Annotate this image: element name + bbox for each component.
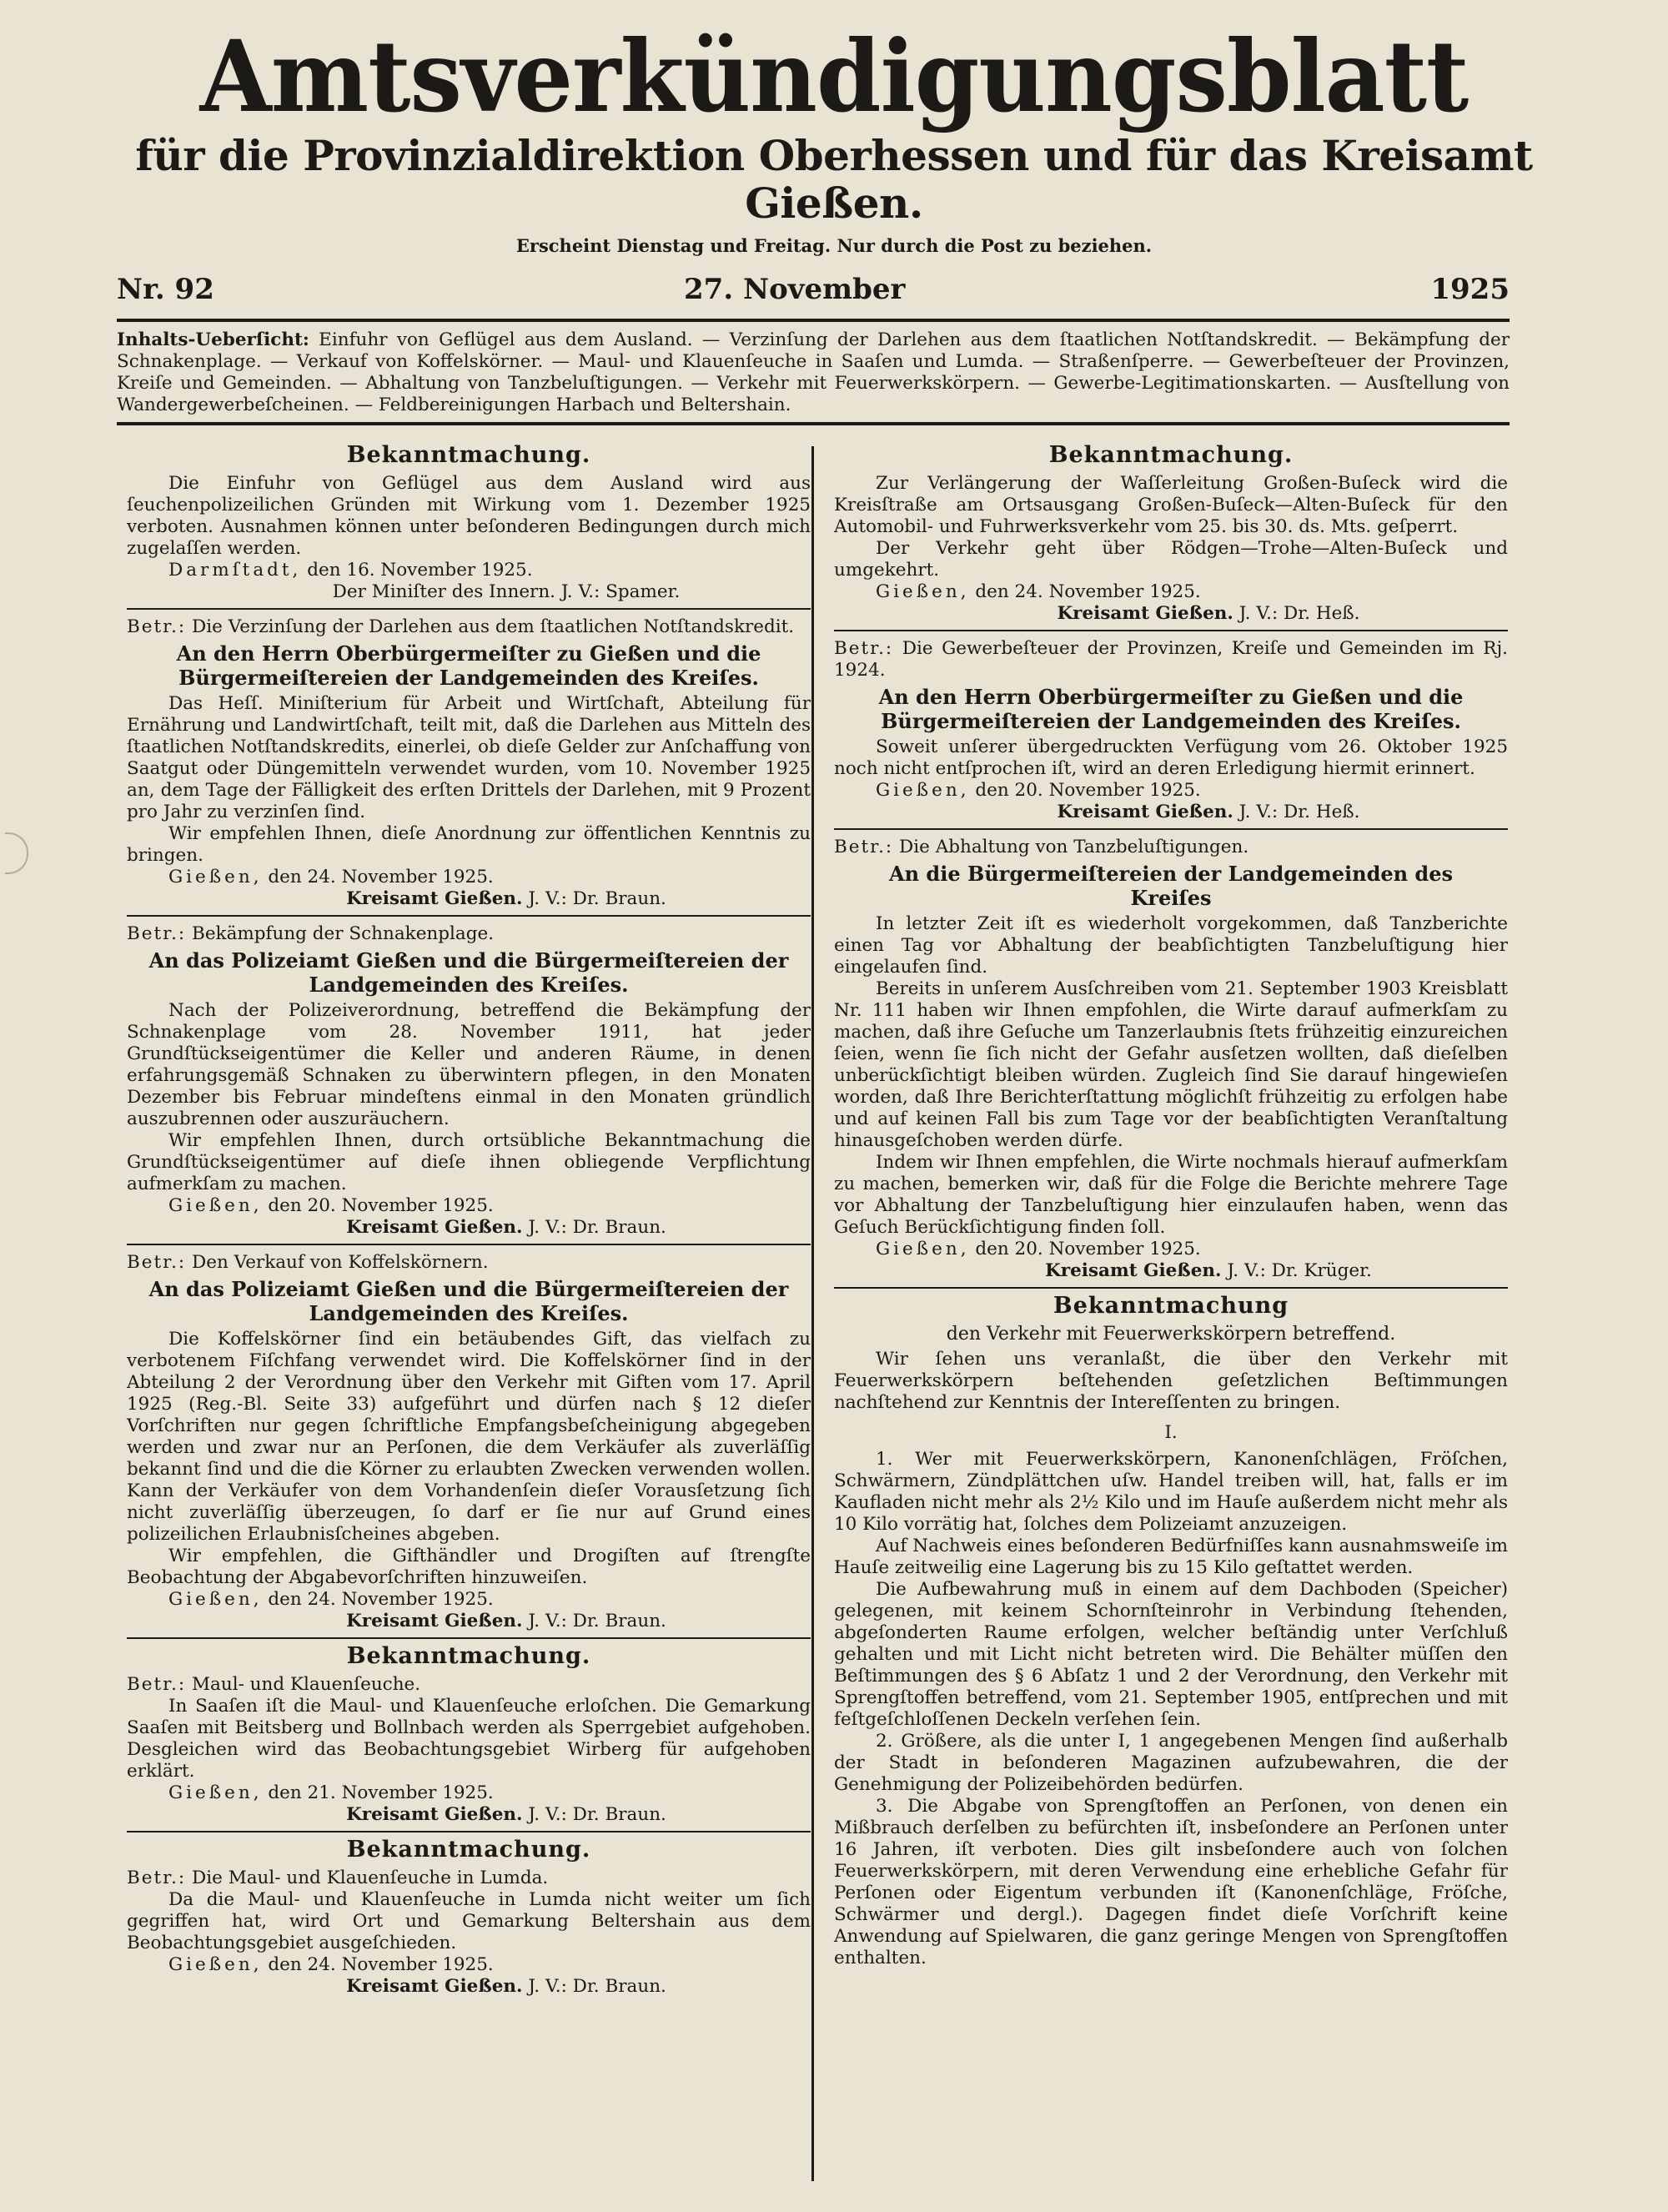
notice-address: An das Polizeiamt Gießen und die Bürgermeiſtereien der Landgemeinden des Kreiſes. — [148, 1277, 789, 1325]
notice-place-date: Gießen, den 24. November 1925. — [168, 1589, 494, 1610]
notice-signature: Kreisamt Gießen. J. V.: Dr. Heß. — [1057, 802, 1360, 822]
left-column — [127, 440, 811, 1999]
notice-place-date: Gießen, den 20. November 1925. — [876, 1239, 1201, 1259]
separator — [834, 630, 1508, 631]
notice-place-date: Gießen, den 24. November 1925. — [168, 1954, 494, 1975]
right-column — [834, 440, 1508, 1969]
masthead-subtitle: für die Provinzialdirektion Oberhessen und für das Kreisamt Gießen. — [135, 130, 1533, 229]
notice-heading: Bekanntmachung. — [1048, 442, 1294, 468]
notice-loan-interest — [127, 616, 811, 910]
notice-address: An den Herrn Oberbürgermeiſter zu Gießen und die Bürgermeiſtereien der Landgemeinden des Kreiſes. — [176, 641, 761, 690]
notice-paragraph: Bereits in unſerem Ausſchreiben vom 21. September 1903 Kreisblatt Nr. 111 haben wir Ihnen empfohlen, die Wirte darauf aufmerkſam zu machen, daß ihre Geſuche um Tanzerlaubnis ſtets frühzeitig einzureichen ſeien, wenn ſie ſich nicht der Gefahr ausſetzen wollten, daß dieſelben unberückſichtigt bleiben würden. Zugleich ſind Sie darauf hingewieſen worden, daß Ihre Berichterſtattung möglichſt frühzeitig zu erfolgen habe und auf keinen Fall bis zum Tage vor der beabſichtigten Veranſtaltung hinausgeſchoben werden dürfe. — [834, 978, 1508, 1151]
separator — [834, 828, 1508, 830]
notice-road-closure — [834, 442, 1508, 625]
notice-subject: Betr.: Die Maul- und Klauenſeuche in Lumda. — [127, 1868, 549, 1888]
notice-paragraph: 1. Wer mit Feuerwerkskörpern, Kanonenſchlägen, Fröſchen, Schwärmern, Zündplättchen uſw. Handel treiben will, hat, falls er im Kaufladen nicht mehr als 2½ Kilo und im Hauſe außerdem nicht mehr als 10 Kilo vorrätig hat, ſolches dem Polizeiamt anzuzeigen. — [834, 1449, 1508, 1535]
notice-paragraph: Wir ſehen uns veranlaßt, die über den Verkehr mit Feuerwerkskörpern beſtehenden geſetzlichen Beſtimmungen nachſtehend zur Kenntnis der Intereſſenten zu bringen. — [834, 1349, 1508, 1413]
section-number: I. — [1164, 1422, 1178, 1443]
notice-place-date: Darmſtadt, den 16. November 1925. — [168, 560, 533, 581]
separator — [127, 1244, 811, 1245]
notice-paragraph: 3. Die Abgabe von Sprengſtoffen an Perſonen, von denen ein Mißbrauch derſelben zu befürchten iſt, insbeſondere an Perſonen unter 16 Jahren, iſt verboten. Dies gilt insbeſondere auch von ſolchen Feuerwerkskörpern, mit deren Verwendung eine erhebliche Gefahr für Perſonen oder Eigentum verbunden iſt (Kanonenſchläge, Fröſche, Schwärmer und dergl.). Dagegen findet dieſe Vorſchrift keine Anwendung auf Spielwaren, die ganz geringe Mengen von Sprengſtoffen enthalten. — [834, 1796, 1508, 1968]
notice-subject: Betr.: Die Verzinſung der Darlehen aus dem ſtaatlichen Notſtandskredit. — [127, 616, 795, 637]
contents-label: Inhalts-Ueberſicht: — [117, 329, 309, 350]
notice-address: An den Herrn Oberbürgermeiſter zu Gießen und die Bürgermeiſtereien der Landgemeinden des Kreiſes. — [878, 685, 1464, 733]
masthead — [100, 18, 1568, 257]
issue-number: Nr. 92 — [117, 273, 214, 306]
notice-heading: Bekanntmachung — [1053, 1293, 1289, 1319]
notice-heading: Bekanntmachung. — [346, 1643, 591, 1669]
table-of-contents — [117, 329, 1510, 416]
notice-subject: Betr.: Maul- und Klauenſeuche. — [127, 1674, 421, 1695]
notice-paragraph: In letzter Zeit iſt es wiederholt vorgekommen, daß Tanzberichte einen Tag vor Abhaltung der beabſichtigten Tanzbeluſtigung hier eingelaufen ſind. — [834, 913, 1508, 978]
notice-paragraph: Indem wir Ihnen empfehlen, die Wirte nochmals hierauf aufmerkſam zu machen, bemerken wir, daß für die Folge die Berichte mehrere Tage vor Abhaltung der Tanzbeluſtigung hier einzulaufen haben, wenn das Geſuch Berückſichtigung finden ſoll. — [834, 1152, 1508, 1238]
notice-mosquito-control — [127, 923, 811, 1239]
notice-place-date: Gießen, den 21. November 1925. — [168, 1782, 494, 1803]
notice-heading: Bekanntmachung. — [346, 1837, 591, 1863]
punch-hole — [5, 832, 28, 874]
notice-fireworks — [834, 1295, 1508, 1969]
notice-trade-tax — [834, 638, 1508, 823]
column-divider — [811, 446, 814, 2181]
notice-heading: Bekanntmachung. — [346, 442, 591, 468]
contents-rule — [117, 422, 1510, 425]
notice-paragraph: Da die Maul- und Klauenſeuche in Lumda nicht weiter um ſich gegriffen hat, wird Ort und Gemarkung Beltershain aus dem Beobachtungsgebiet ausgeſchieden. — [127, 1889, 811, 1953]
notice-paragraph: Die Einfuhr von Geflügel aus dem Ausland wird aus ſeuchenpolizeilichen Gründen mit Wirkung vom 1. Dezember 1925 verboten. Ausnahmen können unter beſonderen Bedingungen durch mich zugelaſſen werden. — [127, 473, 811, 559]
notice-paragraph: Wir empfehlen Ihnen, durch ortsübliche Bekanntmachung die Grundſtückseigentümer auf dieſe ihnen obliegende Verpflichtung aufmerkſam zu machen. — [127, 1130, 811, 1194]
notice-paragraph: Die Koffelskörner ſind ein betäubendes Gift, das vielfach zu verbotenem Fiſchfang verwendet wird. Die Koffelskörner ſind in der Abteilung 2 der Verordnung über den Verkehr mit Giften vom 17. April 1925 (Reg.-Bl. Seite 33) aufgeführt und dürfen nach § 12 dieſer Vorſchriften nur gegen ſchriftliche Empfangsbeſcheinigung abgegeben werden und zwar nur an Perſonen, die dem Verkäufer als zuverläſſig bekannt ſind und die die Körner zu erlaubten Zwecken verwenden wollen. Kann der Verkäufer von dem Vorhandenſein dieſer Vorausſetzung ſich nicht zuverläſſig überzeugen, ſo darf er ſie nur auf Grund eines polizeilichen Erlaubnisſcheines abgeben. — [127, 1329, 811, 1545]
header-rule — [117, 319, 1510, 322]
notice-paragraph: Soweit unſerer übergedruckten Verfügung vom 26. Oktober 1925 noch nicht entſprochen iſt, wird an deren Erledigung hiermit erinnert. — [834, 736, 1508, 779]
notice-address: An die Bürgermeiſtereien der Landgemeinden des Kreiſes — [889, 862, 1453, 910]
notice-paragraph: Auf Nachweis eines beſonderen Bedürfniſſes kann ausnahmsweiſe im Hauſe zeitweilig eine Lagerung bis zu 15 Kilo geſtattet werden. — [834, 1536, 1508, 1578]
separator — [127, 1637, 811, 1639]
notice-subject: Betr.: Die Abhaltung von Tanzbeluſtigungen. — [834, 837, 1249, 857]
notice-subheading: den Verkehr mit Feuerwerkskörpern betreffend. — [946, 1324, 1396, 1345]
publication-note: Erscheint Dienstag und Freitag. Nur durch die Post zu beziehen. — [515, 234, 1153, 256]
notice-signature: Kreisamt Gießen. J. V.: Dr. Braun. — [346, 1217, 666, 1238]
notice-place-date: Gießen, den 24. November 1925. — [168, 867, 494, 887]
separator — [127, 1831, 811, 1832]
separator — [834, 1287, 1508, 1289]
notice-paragraph: Nach der Polizeiverordnung, betreffend die Bekämpfung der Schnakenplage vom 28. November 1911, hat jeder Grundſtückseigentümer die Keller und anderen Räume, in denen erfahrungsgemäß Schnaken zu überwintern pflegen, in den Monaten Dezember bis Februar mindeſtens einmal in den Monaten gründlich auszubrennen oder auszuräuchern. — [127, 1000, 811, 1129]
notice-place-date: Gießen, den 24. November 1925. — [876, 581, 1201, 602]
notice-address: An das Polizeiamt Gießen und die Bürgermeiſtereien der Landgemeinden des Kreiſes. — [148, 948, 789, 997]
notice-dance-events — [834, 837, 1508, 1282]
notice-place-date: Gießen, den 20. November 1925. — [876, 780, 1201, 801]
notice-foot-mouth-saasen — [127, 1643, 811, 1826]
separator — [127, 608, 811, 610]
notice-paragraph: Wir empfehlen, die Gifthändler und Drogiſten auf ſtrengſte Beobachtung der Abgabevorſchriften hinzuweiſen. — [127, 1546, 811, 1588]
notice-signature: Kreisamt Gießen. J. V.: Dr. Heß. — [1057, 603, 1360, 624]
separator — [127, 915, 811, 917]
notice-paragraph: Die Aufbewahrung muß in einem auf dem Dachboden (Speicher) gelegenen, mit keinem Schornſteinrohr in Verbindung ſtehenden, abgeſonderten Raume erfolgen, welcher beſtändig unter Verſchluß gehalten und mit Licht nicht betreten wird. Die Behälter müſſen den Beſtimmungen des § 6 Abſatz 1 und 2 der Verordnung, den Verkehr mit Sprengſtoffen betreffend, vom 21. September 1905, entſprechen und mit feſtgeſchloſſenen Deckeln verſehen ſein. — [834, 1579, 1508, 1730]
notice-signature: Der Miniſter des Innern. J. V.: Spamer. — [332, 581, 681, 602]
masthead-title: Amtsverkündigungsblatt — [199, 18, 1469, 134]
notice-subject: Betr.: Die Gewerbeſteuer der Provinzen, Kreiſe und Gemeinden im Rj. 1924. — [834, 638, 1508, 681]
notice-paragraph: Das Heſſ. Miniſterium für Arbeit und Wirtſchaft, Abteilung für Ernährung und Landwirtſchaft, teilt mit, daß die Darlehen aus Mitteln des ſtaatlichen Notſtandskredits, einerlei, ob dieſe Gelder zur Anſchaffung von Saatgut oder Düngemitteln verwendet wurden, vom 10. November 1925 an, dem Tage der Fälligkeit des erſten Drittels der Darlehen, mit 9 Prozent pro Jahr zu verzinſen ſind. — [127, 693, 811, 822]
notice-poultry-import — [127, 442, 811, 603]
notice-paragraph: 2. Größere, als die unter I, 1 angegebenen Mengen ſind außerhalb der Stadt in beſonderen Magazinen aufzubewahren, die der Genehmigung der Polizeibehörden bedürfen. — [834, 1731, 1508, 1795]
issue-line — [117, 273, 1510, 306]
issue-year: 1925 — [1430, 273, 1510, 306]
notice-signature: Kreisamt Gießen. J. V.: Dr. Braun. — [346, 1804, 666, 1825]
notice-subject: Betr.: Den Verkauf von Koffelskörnern. — [127, 1252, 489, 1273]
notice-paragraph: Wir empfehlen Ihnen, dieſe Anordnung zur öffentlichen Kenntnis zu bringen. — [127, 823, 811, 866]
contents-text: Einfuhr von Geflügel aus dem Ausland. — Verzinſung der Darlehen aus dem ſtaatlichen Notſtandskredit. — Bekämpfung der Schnakenplage. — Verkauf von Koffelskörner. — Maul- und Klauenſeuche in Saaſen und Lumda. — Straßenſperre. — Gewerbeſteuer der Provinzen, Kreiſe und Gemeinden. — Abhaltung von Tanzbeluſtigungen. — Verkehr mit Feuerwerkskörpern. — Gewerbe-Legitimationskarten. — Ausſtellung von Wandergewerbeſcheinen. — Feldbereinigungen Harbach und Beltershain. — [117, 329, 1510, 415]
notice-paragraph: In Saaſen iſt die Maul- und Klauenſeuche erloſchen. Die Gemarkung Saaſen mit Beitsberg und Bollnbach werden als Sperrgebiet aufgehoben. Desgleichen wird das Beobachtungsgebiet Wirberg für aufgehoben erklärt. — [127, 1696, 811, 1782]
issue-date: 27. November — [684, 273, 906, 306]
notice-subject: Betr.: Bekämpfung der Schnakenplage. — [127, 923, 495, 944]
notice-signature: Kreisamt Gießen. J. V.: Dr. Braun. — [346, 1976, 666, 1997]
notice-signature: Kreisamt Gießen. J. V.: Dr. Krüger. — [1045, 1260, 1372, 1281]
notice-place-date: Gießen, den 20. November 1925. — [168, 1195, 494, 1216]
notice-paragraph: Zur Verlängerung der Waſſerleitung Großen-Buſeck wird die Kreisſtraße am Ortsausgang Großen-Buſeck—Alten-Buſeck für den Automobil- und Fuhrwerksverkehr vom 25. bis 30. ds. Mts. geſperrt. — [834, 473, 1508, 537]
notice-signature: Kreisamt Gießen. J. V.: Dr. Braun. — [346, 888, 666, 909]
notice-foot-mouth-lumda — [127, 1839, 811, 1998]
notice-koffelskoerner — [127, 1252, 811, 1632]
notice-paragraph: Der Verkehr geht über Rödgen—Trohe—Alten-Buſeck und umgekehrt. — [834, 538, 1508, 581]
notice-signature: Kreisamt Gießen. J. V.: Dr. Braun. — [346, 1611, 666, 1631]
